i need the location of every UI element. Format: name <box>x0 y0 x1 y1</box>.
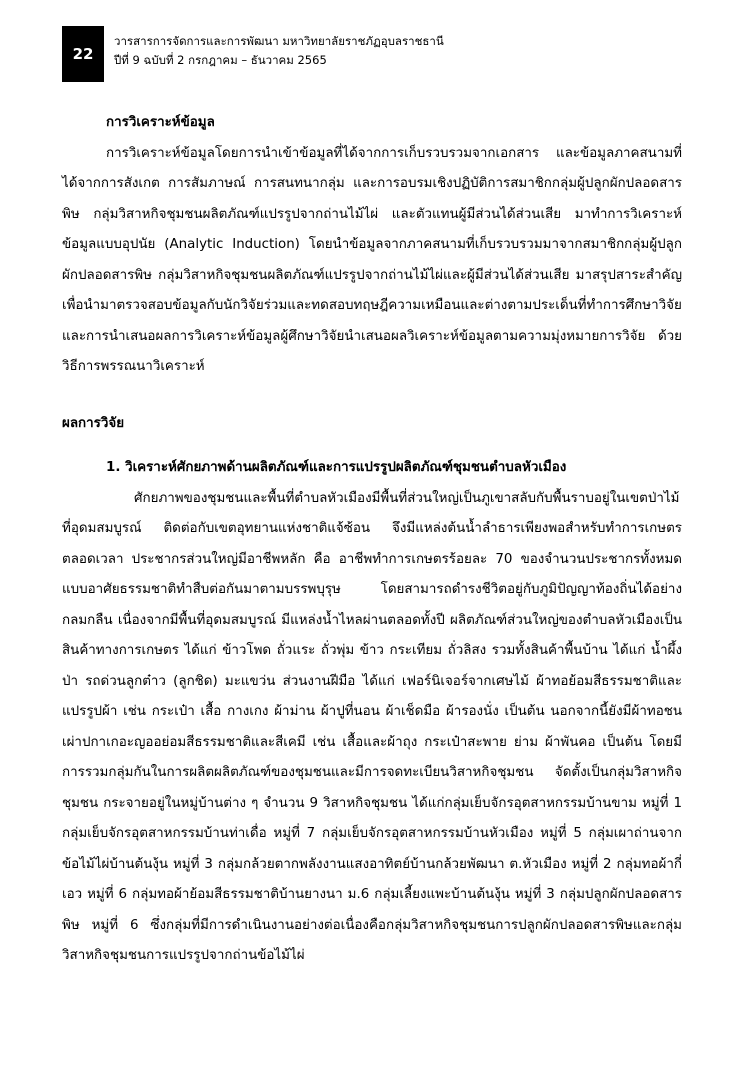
journal-issue: ปีที่ 9 ฉบับที่ 2 กรกฎาคม – ธันวาคม 2565 <box>114 53 327 67</box>
page-number: 22 <box>62 26 104 82</box>
paragraph-community-potential: ศักยภาพของชุมชนและพื้นที่ตำบลหัวเมืองมีพื้นที่ส่วนใหญ่เป็นภูเขาสลับกับพื้นราบอยู่ในเขตป่าไม้ที่อุดมสมบูรณ์ ติดต่อกับเขตอุทยานแห่งชาติแจ้ซ้อน จึงมีแหล่งต้นน้ำลำธารเพียงพอสำหรับทำการเกษตร ตลอดเวลา ประชากรส่วนใหญ่มีอาชีพหลัก คือ อาชีพทำการเกษตรร้อยละ 70 ของจำนวนประชากรทั้งหมด แบบอาศัยธรรมชาติทำสืบต่อกันมาตามบรรพบุรุษ โดยสามารถดำรงชีวิตอยู่กับภูมิปัญญาท้องถิ่นได้อย่างกลมกลืน เนื่องจากมีพื้นที่อุดมสมบูรณ์ มีแหล่งน้ำไหลผ่านตลอดทั้งปี ผลิตภัณฑ์ส่วนใหญ่ของตำบลหัวเมืองเป็นสินค้าทางการเกษตร ได้แก่ ข้าวโพด ถั่วแระ ถั่วพุ่ม ข้าว กระเทียม ถั่วลิสง รวมทั้งสินค้าพื้นบ้าน ได้แก่ น้ำผึ้งป่า รถด่วนลูกต๋าว (ลูกชิด) มะแขว่น ส่วนงานฝีมือ ได้แก่ เฟอร์นิเจอร์จากเศษไม้ ผ้าทอย้อมสีธรรมชาติและแปรรูปผ้า เช่น กระเป๋า เสื้อ กางเกง ผ้าม่าน ผ้าปูที่นอน ผ้าเช็ดมือ ผ้ารองนั่ง เป็นต้น นอกจากนี้ยังมีผ้าทอชนเผ่าปกาเกอะญออย่อมสีธรรมชาติและสีเคมี เช่น เสื้อและผ้าถุง กระเป๋าสะพาย ย่าม ผ้าพันคอ เป็นต้น โดยมีการรวมกลุ่มกันในการผลิตผลิตภัณฑ์ของชุมชนและมีการจดทะเบียนวิสาหกิจชุมชน จัดตั้งเป็นกลุ่มวิสาหกิจชุมชน กระจายอยู่ในหมู่บ้านต่าง ๆ จำนวน 9 วิสาหกิจชุมชน ได้แก่กลุ่มเย็บจักรอุตสาหกรรมบ้านขาม หมู่ที่ 1 กลุ่มเย็บจักรอุตสาหกรรมบ้านท่าเดื่อ หมู่ที่ 7 กลุ่มเย็บจักรอุตสาหกรรมบ้านหัวเมือง หมู่ที่ 5 กลุ่มเผาถ่านจากข้อไม้ไผ่บ้านต้นงุ้น หมู่ที่ 3 กลุ่มกล้วยตากพลังงานแสงอาทิตย์บ้านกล้วยพัฒนา ต.หัวเมือง หมู่ที่ 2 กลุ่มทอผ้ากี่เอว หมู่ที่ 6 กลุ่มทอผ้าย้อมสีธรรมชาติบ้านยางนา ม.6 กลุ่มเลี้ยงแพะบ้านต้นงุ้น หมู่ที่ 3 กลุ่มปลูกผักปลอดสารพิษ หมู่ที่ 6 ซึ่งกลุ่มที่มีการดำเนินงานอย่างต่อเนื่องคือกลุ่มวิสาหกิจชุมชนการปลูกผักปลอดสารพิษและกลุ่มวิสาหกิจชุมชนการแปรรูปจากถ่านข้อไม้ไผ่ <box>62 490 682 963</box>
journal-title: วารสารการจัดการและการพัฒนา มหาวิทยาลัยราชภัฏอุบลราชธานี <box>114 34 444 48</box>
journal-info <box>114 32 674 70</box>
paragraph-data-analysis: การวิเคราะห์ข้อมูลโดยการนำเข้าข้อมูลที่ได้จากการเก็บรวบรวมจากเอกสาร และข้อมูลภาคสนามที่ได้จากการสังเกต การสัมภาษณ์ การสนทนากลุ่ม และการอบรมเชิงปฏิบัติการสมาชิกกลุ่มผู้ปลูกผักปลอดสารพิษ กลุ่มวิสาหกิจชุมชนผลิตภัณฑ์แปรรูปจากถ่านไม้ไผ่ และตัวแทนผู้มีส่วนได้ส่วนเสีย มาทำการวิเคราะห์ข้อมูลแบบอุปนัย (Analytic Induction) โดยนำข้อมูลจากภาคสนามที่เก็บรวบรวมมาจากสมาชิกกลุ่มผู้ปลูกผักปลอดสารพิษ กลุ่มวิสาหกิจชุมชนผลิตภัณฑ์แปรรูปจากถ่านไม้ไผ่และผู้มีส่วนได้ส่วนเสีย มาสรุปสาระสำคัญเพื่อนำมาตรวจสอบข้อมูลกับนักวิจัยร่วมและทดสอบทฤษฎีความเหมือนและต่างตามประเด็นที่ทำการศึกษาวิจัยและการนำเสนอผลการวิเคราะห์ข้อมูลผู้ศึกษาวิจัยนำเสนอผลวิเคราะห์ข้อมูลตามความมุ่งหมายการวิจัย ด้วยวิธีการพรรณนาวิเคราะห์ <box>62 145 682 374</box>
result-item-1: 1. วิเคราะห์ศักยภาพด้านผลิตภัณฑ์และการแปรรูปผลิตภัณฑ์ชุมชนตำบลหัวเมือง <box>106 460 567 475</box>
spacer <box>62 439 682 453</box>
spacer <box>62 383 682 409</box>
subheading-data-analysis: การวิเคราะห์ข้อมูล <box>106 115 215 130</box>
page-header <box>0 26 743 82</box>
heading-results: ผลการวิจัย <box>62 415 125 431</box>
page-content <box>62 108 682 972</box>
